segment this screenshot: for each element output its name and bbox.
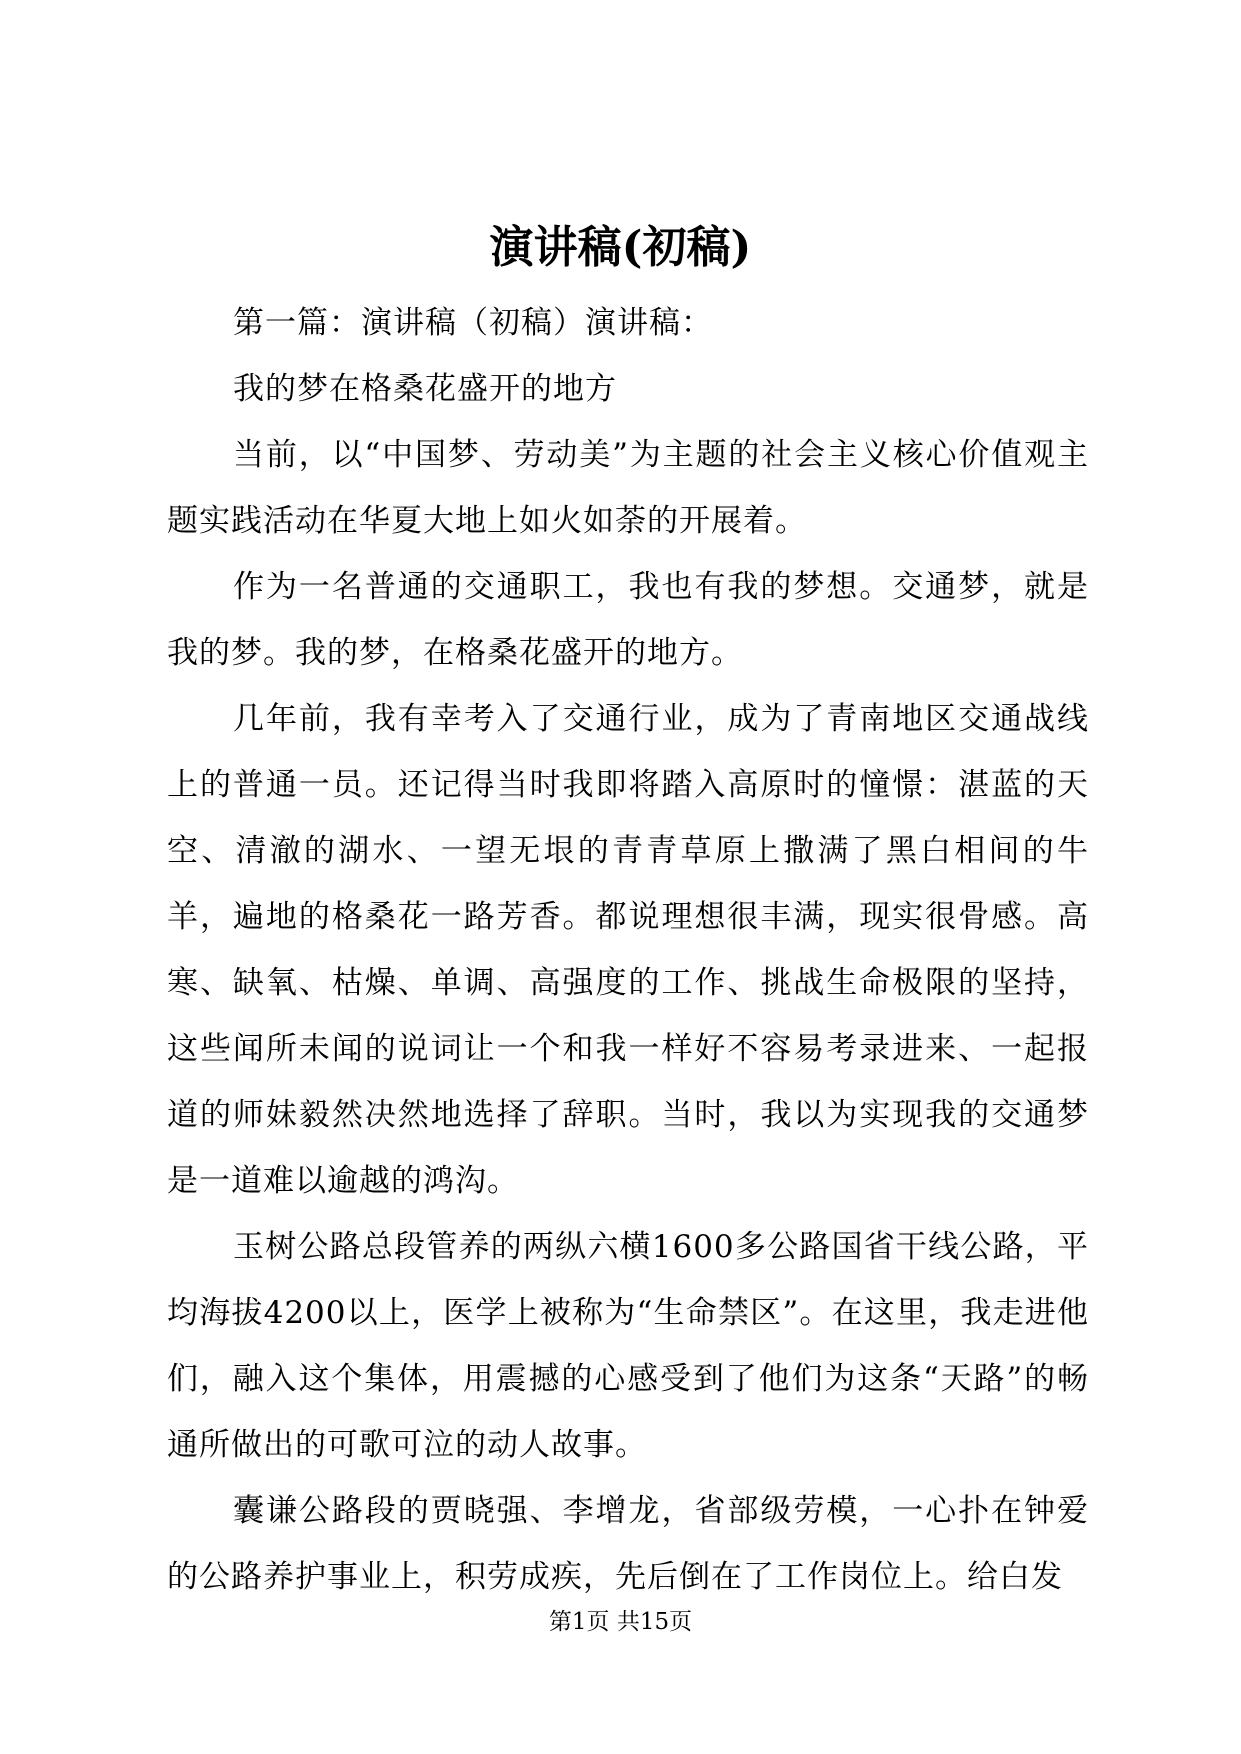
paragraph: 作为一名普通的交通职工，我也有我的梦想。交通梦，就是我的梦。我的梦，在格桑花盛开的地方。 <box>167 569 1089 671</box>
paragraph: 囊谦公路段的贾晓强、李增龙，省部级劳模，一心扑在钟爱的公路养护事业上，积劳成疾，先后倒在了工作岗位上。给白发 <box>167 1493 1089 1595</box>
paragraph: 几年前，我有幸考入了交通行业，成为了青南地区交通战线上的普通一员。还记得当时我即将踏入高原时的憧憬：湛蓝的天空、清澈的湖水、一望无垠的青青草原上撒满了黑白相间的牛羊，遍地的格桑花一路芳香。都说理想很丰满，现实很骨感。高寒、缺氧、枯燥、单调、高强度的工作、挑战生命极限的坚持，这些闻所未闻的说词让一个和我一样好不容易考录进来、一起报道的师妹毅然决然地选择了辞职。当时，我以为实现我的交通梦是一道难以逾越的鸿沟。 <box>167 701 1089 1199</box>
page-footer: 第1页 共15页 <box>548 1609 693 1635</box>
document-title: 演讲稿(初稿) <box>489 222 752 273</box>
paragraph: 玉树公路总段管养的两纵六横1600多公路国省干线公路，平均海拔4200以上，医学上被称为“生命禁区”。在这里，我走进他们，融入这个集体，用震撼的心感受到了他们为这条“天路”的畅通所做出的可歌可泣的动人故事。 <box>167 1229 1089 1463</box>
paragraph: 当前，以“中国梦、劳动美”为主题的社会主义核心价值观主题实践活动在华夏大地上如火如荼的开展着。 <box>167 437 1089 539</box>
paragraph: 我的梦在格桑花盛开的地方 <box>233 371 617 407</box>
document-body <box>167 290 1089 1610</box>
paragraph: 第一篇：演讲稿（初稿）演讲稿： <box>233 305 713 341</box>
